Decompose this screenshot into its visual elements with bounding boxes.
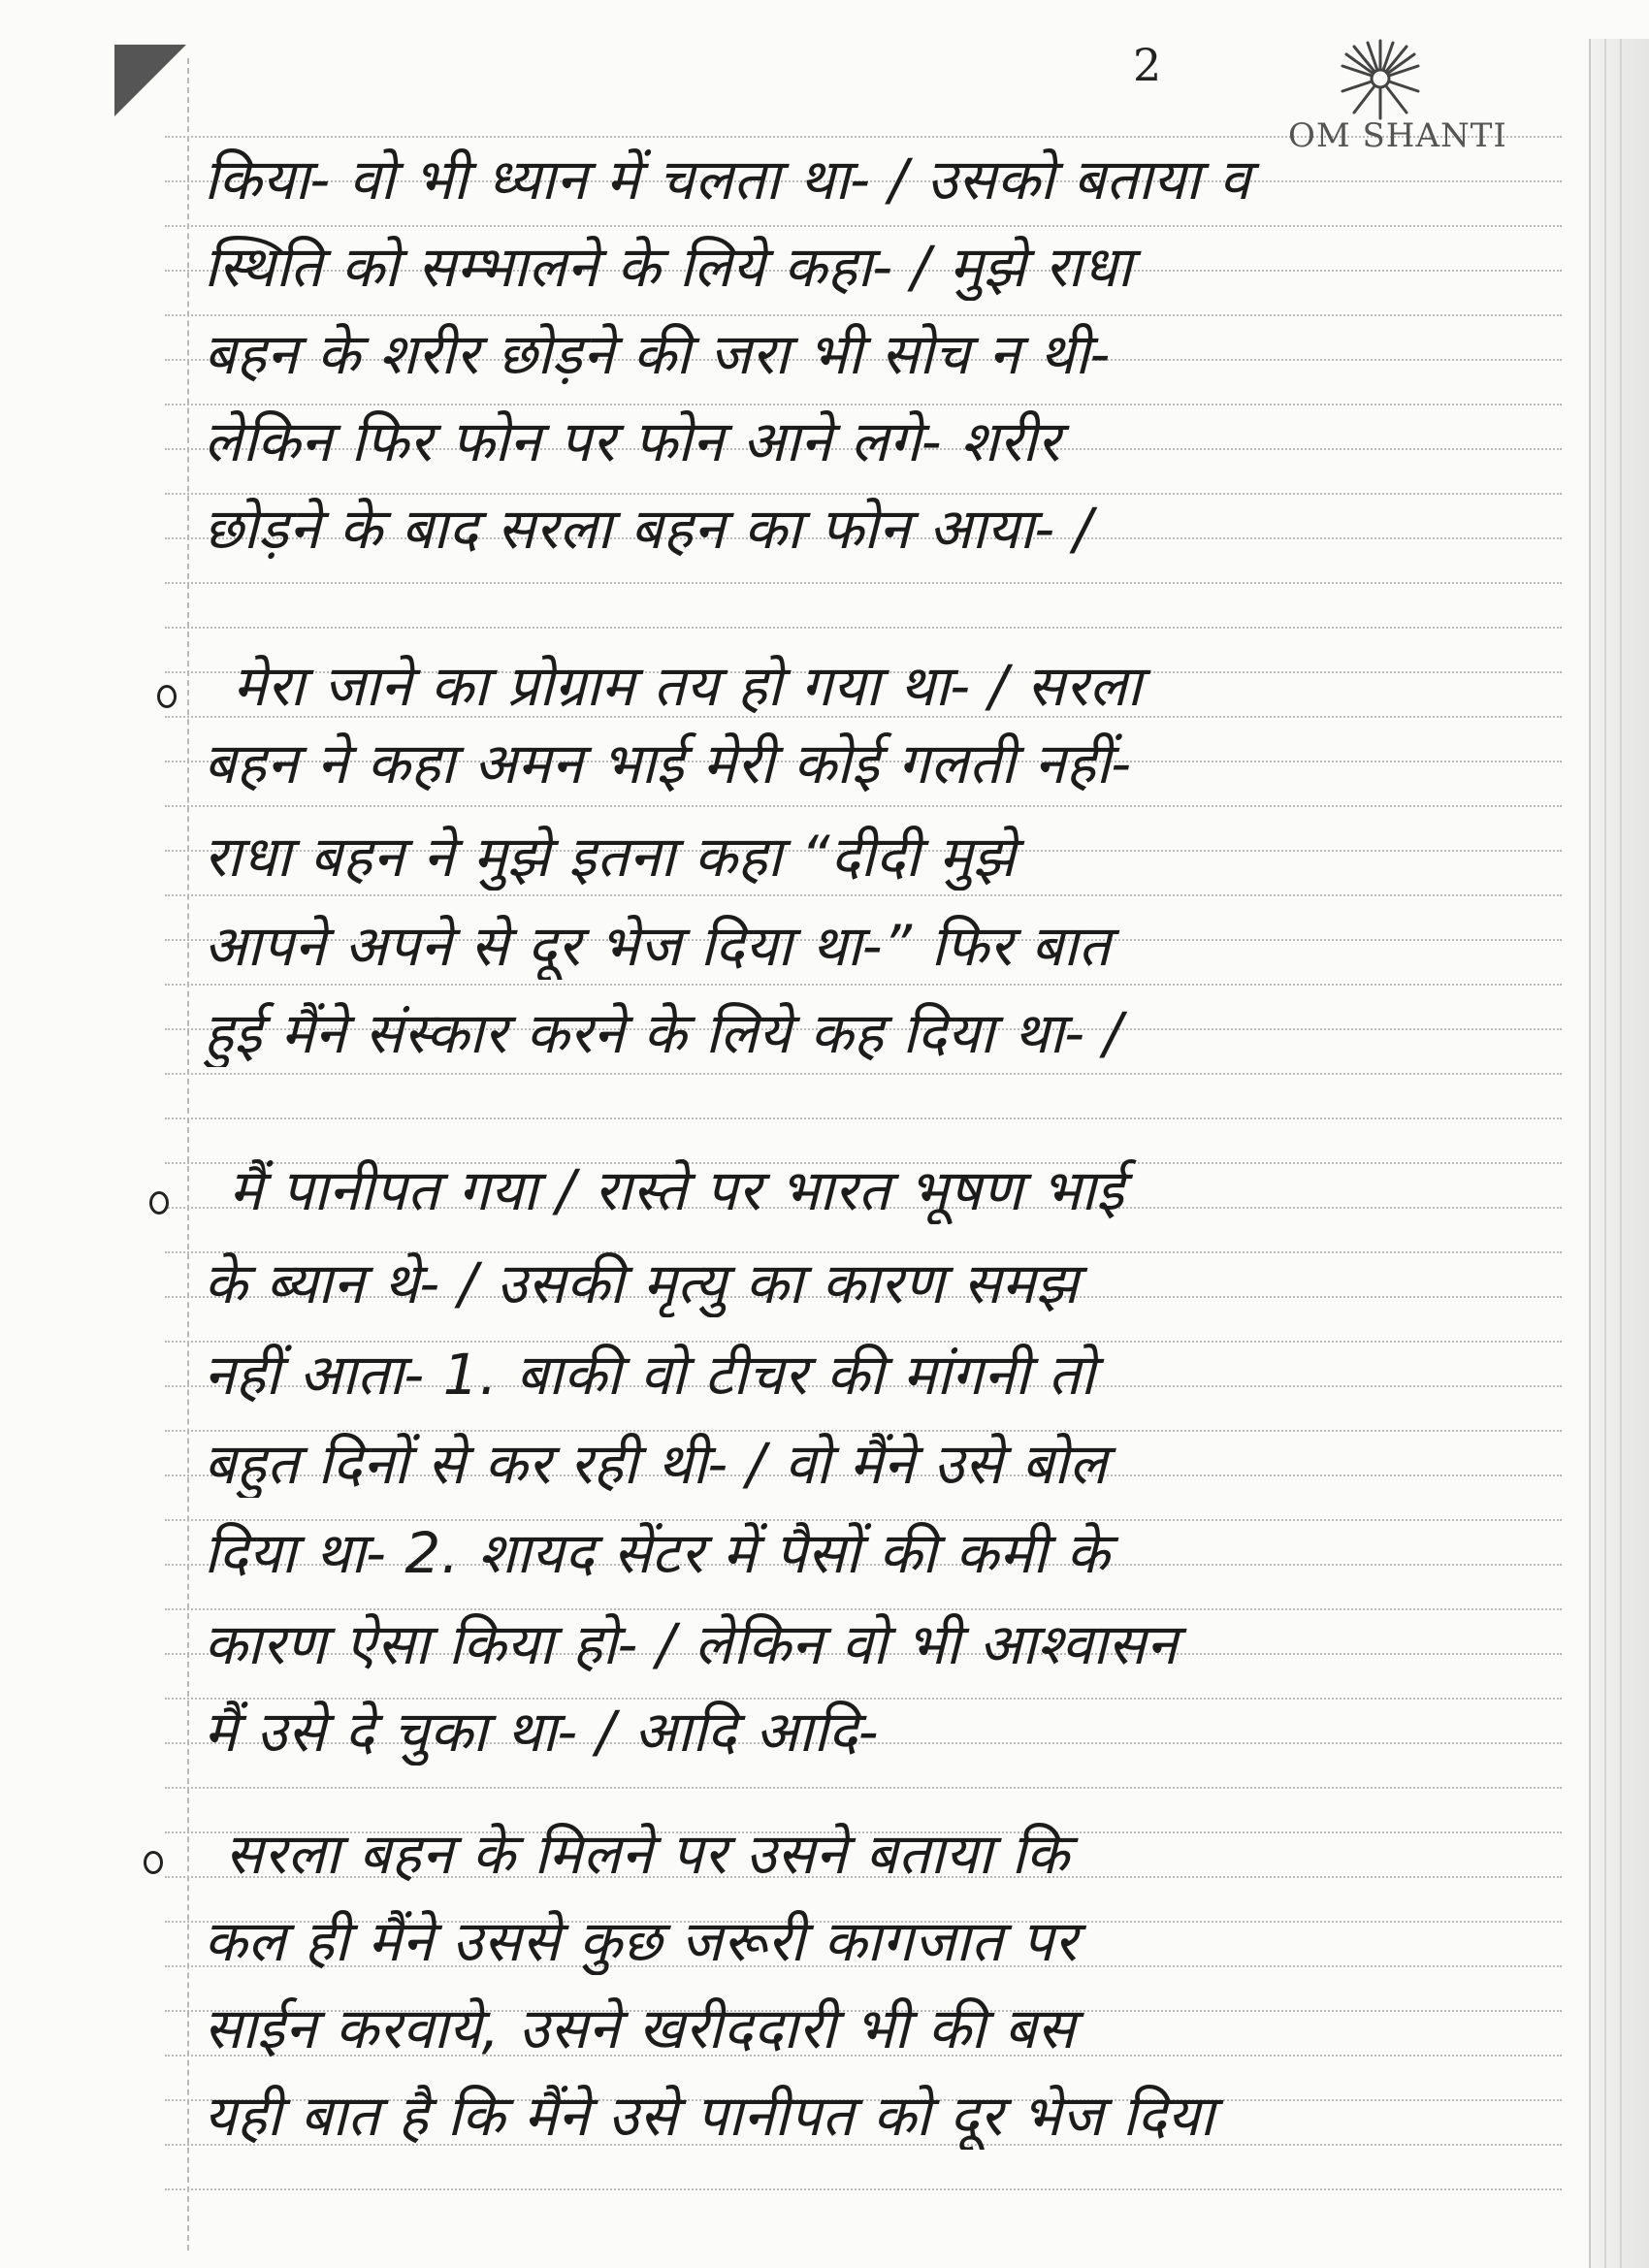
ruled-line — [165, 582, 1562, 584]
text-line: हुई मैंने संस्कार करने के लिये कह दिया था- / — [204, 1000, 1123, 1066]
ruled-line — [165, 314, 1562, 316]
page-corner-mark — [114, 45, 186, 116]
ruled-line — [165, 1118, 1562, 1119]
ruled-line — [165, 984, 1562, 986]
text-line: बहुत दिनों से कर रही थी- / वो मैंने उसे बोल — [204, 1431, 1108, 1497]
text-line: मैं पानीपत गया / रास्ते पर भारत भूषण भाई — [229, 1157, 1124, 1223]
ruled-line — [165, 1787, 1562, 1789]
page-number: 2 — [1133, 39, 1162, 91]
text-line: किया- वो भी ध्यान में चलता था- / उसको बताया व — [204, 146, 1251, 212]
text-line: स्थिति को सम्भालने के लिये कहा- / मुझे राधा — [204, 234, 1133, 300]
text-line: दिया था- 2. शायद सेंटर में पैसों की कमी के — [204, 1520, 1111, 1586]
text-line: मेरा जाने का प्रोग्राम तय हो गया था- / सरला — [233, 653, 1143, 719]
text-line: लेकिन फिर फोन पर फोन आने लगे- शरीर — [204, 408, 1061, 474]
text-line: मैं उसे दे चुका था- / आदि आदि- — [204, 1699, 880, 1765]
text-line: कारण ऐसा किया हो- / लेकिन वो भी आश्वासन — [204, 1611, 1179, 1677]
text-line: नहीं आता- 1. बाकी वो टीचर की मांगनी तो — [204, 1342, 1096, 1408]
text-line: आपने अपने से दूर भेज दिया था-” फिर बात — [204, 913, 1112, 979]
ruled-line — [165, 404, 1562, 405]
ruled-line — [165, 627, 1562, 629]
logo-text: OM SHANTI — [1288, 116, 1507, 155]
ruled-line — [165, 225, 1562, 227]
ruled-line — [165, 2188, 1562, 2190]
bullet-marker — [149, 1191, 169, 1215]
bullet-marker — [144, 1851, 163, 1874]
text-line: बहन ने कहा अमन भाई मेरी कोई गलती नहीं- — [204, 730, 1132, 796]
text-line: छोड़ने के बाद सरला बहन का फोन आया- / — [204, 496, 1093, 562]
text-line: राधा बहन ने मुझे इतना कहा “दीदी मुझे — [204, 824, 1017, 890]
stacked-page-edges — [1589, 39, 1649, 2268]
text-line: बहन के शरीर छोड़ने की जरा भी सोच न थी- — [204, 321, 1111, 387]
radiant-sun-icon — [1337, 35, 1424, 122]
text-line: सरला बहन के मिलने पर उसने बताया कि — [225, 1821, 1070, 1887]
ruled-line — [165, 1073, 1562, 1075]
text-line: साईन करवाये, उसने खरीददारी भी की बस — [204, 1995, 1076, 2061]
text-line: के ब्यान थे- / उसकी मृत्यु का कारण समझ — [204, 1250, 1080, 1316]
bullet-marker — [157, 685, 177, 708]
ruled-line — [165, 805, 1562, 807]
ruled-line — [165, 894, 1562, 896]
text-line: यही बात है कि मैंने उसे पानीपत को दूर भेज दिया — [204, 2083, 1215, 2149]
text-line: कल ही मैंने उससे कुछ जरूरी कागजात पर — [204, 1908, 1078, 1974]
